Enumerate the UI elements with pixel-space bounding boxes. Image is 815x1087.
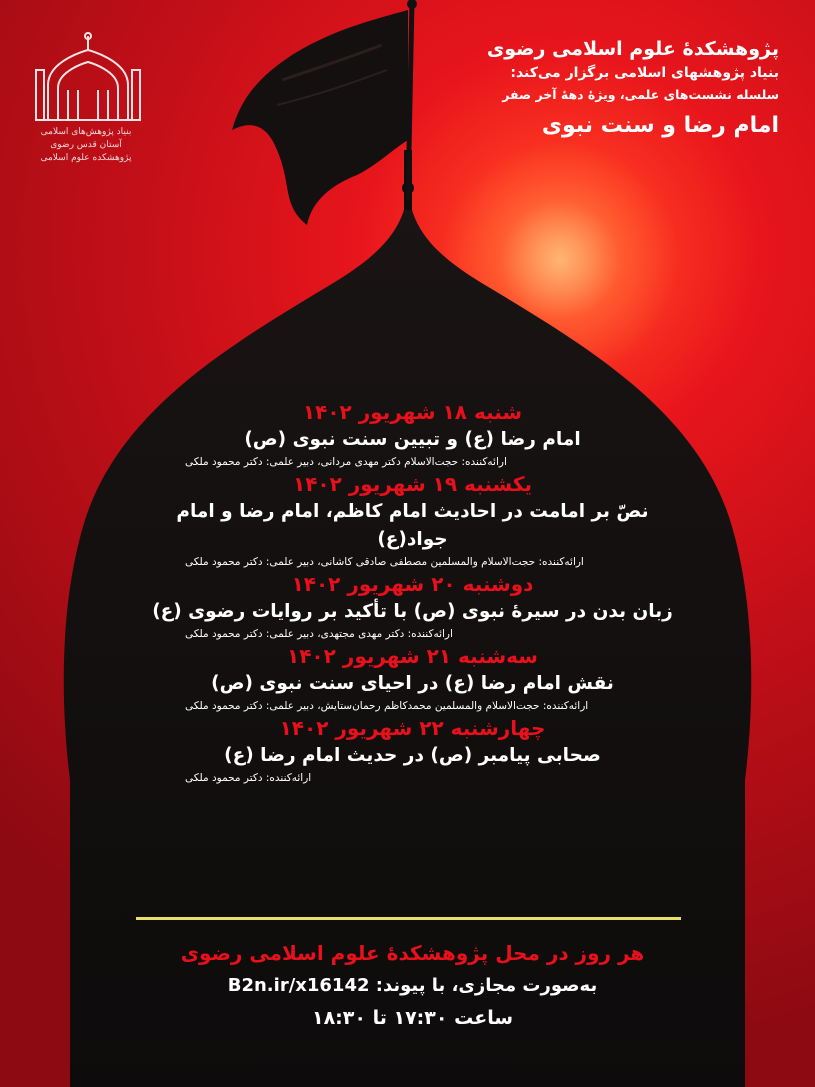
session-presenter: ارائه‌کننده: دکتر مهدی مجتهدی، دبیر علمی: دکتر محمود ملکی	[185, 628, 453, 640]
session-date: یکشنبه ۱۹ شهریور ۱۴۰۲	[293, 472, 532, 496]
logo-line-1: بنیاد پژوهش‌های اسلامی	[40, 127, 132, 137]
session-title: صحابی پیامبر (ص) در حدیث امام رضا (ع)	[224, 745, 601, 766]
online-link[interactable]: B2n.ir/x16142	[227, 975, 370, 996]
session-date: چهارشنبه ۲۲ شهریور ۱۴۰۲	[279, 716, 546, 740]
session-list	[150, 398, 675, 786]
divider-line	[136, 917, 681, 920]
time-text: ساعت ۱۷:۳۰ تا ۱۸:۳۰	[311, 1007, 514, 1029]
host-line: بنیاد پژوهشهای اسلامی برگزار می‌کند:	[510, 65, 779, 81]
session-title: امام رضا (ع) و تبیین سنت نبوی (ص)	[244, 429, 581, 450]
logo-line-2: آستان قدس رضوی	[50, 140, 122, 150]
session-item	[150, 398, 675, 470]
session-title: نصّ بر امامت در احادیث امام کاظم، امام رضا و امام جواد(ع)	[176, 501, 649, 550]
session-title: نقش امام رضا (ع) در احیای سنت نبوی (ص)	[211, 673, 614, 694]
online-prefix: به‌صورت مجازی، با پیوند:	[375, 975, 598, 996]
institute-logo-icon	[28, 30, 148, 190]
session-title: زبان بدن در سیرهٔ نبوی (ص) با تأکید بر روایات رضوی (ع)	[152, 601, 673, 622]
online-line	[150, 971, 675, 1001]
poster-footer	[150, 935, 675, 1035]
session-date: دوشنبه ۲۰ شهریور ۱۴۰۲	[291, 572, 534, 596]
session-item	[150, 714, 675, 786]
session-date: سه‌شنبه ۲۱ شهریور ۱۴۰۲	[287, 644, 538, 668]
poster-title: امام رضا و سنت نبوی	[541, 113, 779, 138]
series-line: سلسله نشست‌های علمی، ویژهٔ دههٔ آخر صفر	[502, 87, 779, 102]
logo-line-3: پژوهشکده علوم اسلامی	[40, 153, 132, 163]
session-presenter: ارائه‌کننده: حجت‌الاسلام والمسلمین محمدکاظم رحمان‌ستایش، دبیر علمی: دکتر محمود ملکی	[185, 700, 589, 712]
session-item	[150, 570, 675, 642]
session-presenter: ارائه‌کننده: حجت‌الاسلام والمسلمین مصطفی صادقی کاشانی، دبیر علمی: دکتر محمود ملکی	[185, 556, 584, 568]
organizer-name: پژوهشکدهٔ علوم اسلامی رضوی	[486, 38, 779, 60]
session-item	[150, 642, 675, 714]
poster-header	[359, 36, 779, 146]
session-presenter: ارائه‌کننده: دکتر محمود ملکی	[185, 772, 312, 784]
logo-text	[36, 126, 136, 165]
venue-text: هر روز در محل پژوهشکدهٔ علوم اسلامی رضوی	[180, 941, 645, 965]
session-presenter: ارائه‌کننده: حجت‌الاسلام دکتر مهدی مردانی، دبیر علمی: دکتر محمود ملکی	[185, 456, 507, 468]
session-item	[150, 470, 675, 570]
session-date: شنبه ۱۸ شهریور ۱۴۰۲	[302, 400, 523, 424]
